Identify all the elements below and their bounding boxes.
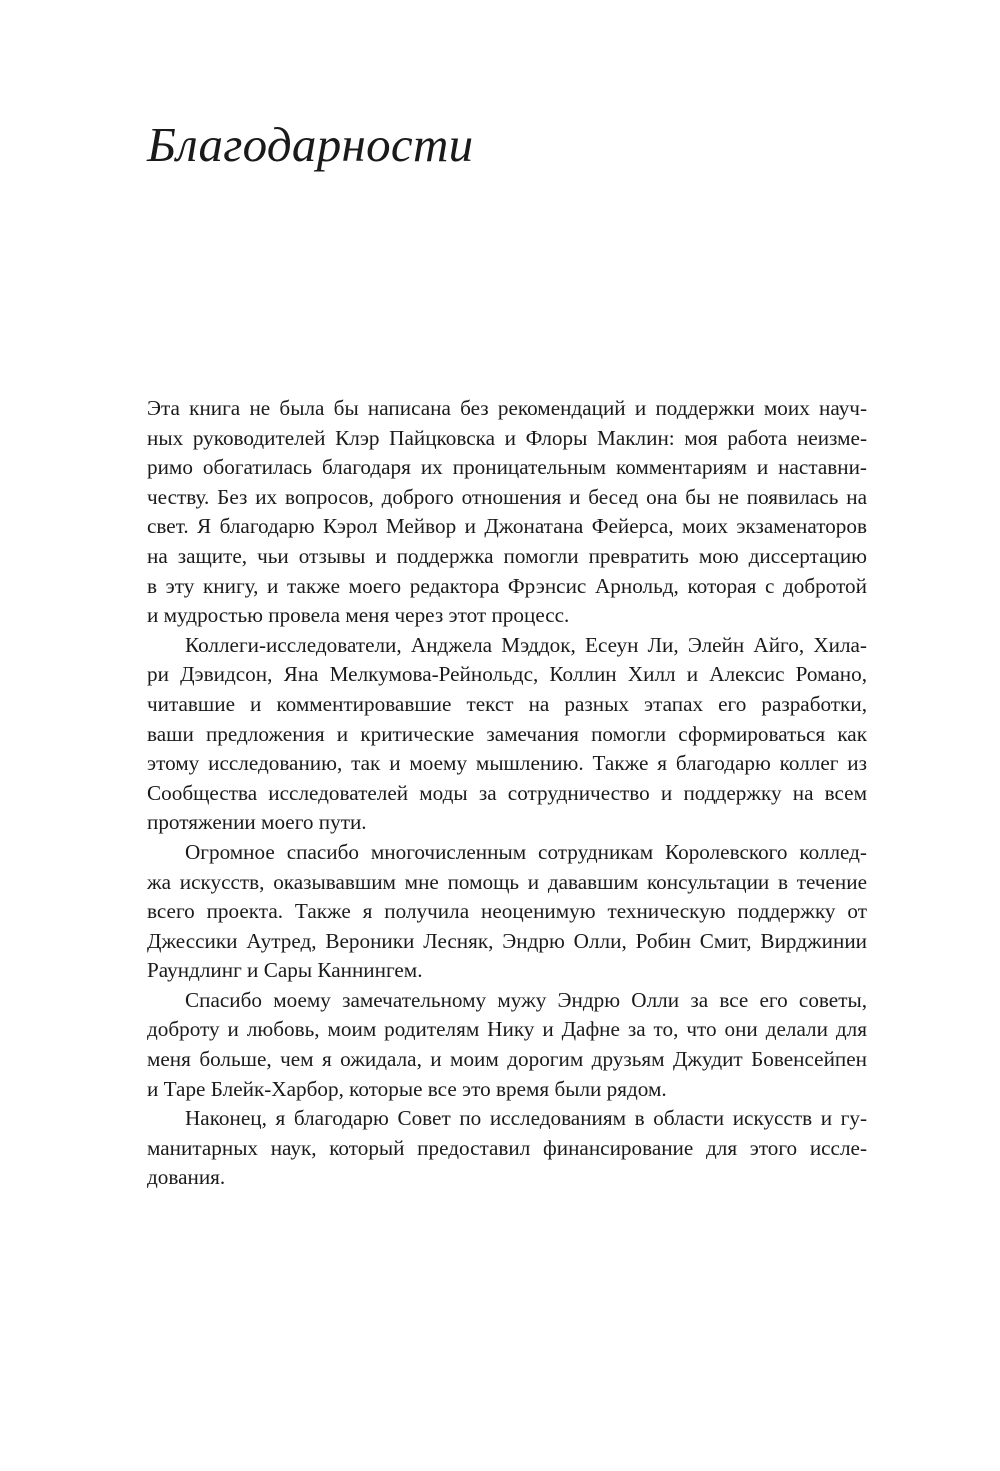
text-line: римо обогатилась благодаря их проницательным комментариям и наставни- (147, 455, 867, 480)
page-title: Благодарности (147, 117, 474, 172)
paragraph-5 (147, 1104, 867, 1193)
text-line: Коллеги-исследователи, Анджела Мэддок, Есеун Ли, Элейн Айго, Хила- (185, 632, 867, 657)
text-line: свет. Я благодарю Кэрол Мейвор и Джонатана Фейерса, моих экзаменаторов (147, 514, 867, 539)
text-line: ных руководителей Клэр Пайцковска и Флоры Маклин: моя работа неизме- (147, 425, 867, 450)
text-line: меня больше, чем я ожидала, и моим дорогим друзьям Джудит Бовенсейпен (147, 1047, 867, 1072)
text-line: протяжении моего пути. (147, 810, 367, 835)
text-line: ри Дэвидсон, Яна Мелкумова-Рейнольдс, Коллин Хилл и Алексис Романо, (147, 662, 867, 687)
text-line: жа искусств, оказывавшим мне помощь и дававшим консультации в течение (147, 869, 867, 894)
text-line: всего проекта. Также я получила неоценимую техническую поддержку от (147, 899, 867, 924)
text-line: Джессики Аутред, Вероники Лесняк, Эндрю Олли, Робин Смит, Вирджинии (147, 928, 867, 953)
text-line: Эта книга не была бы написана без рекомендаций и поддержки моих науч- (147, 396, 867, 420)
text-line: ваши предложения и критические замечания помогли сформироваться как (147, 721, 867, 746)
text-line: Наконец, я благодарю Совет по исследованиям в области искусств и гу- (185, 1106, 867, 1131)
paragraph-1 (147, 394, 867, 631)
text-line: доброту и любовь, моим родителям Нику и Дафне за то, что они делали для (147, 1017, 867, 1042)
acknowledgements-body (147, 394, 867, 1193)
text-line: этому исследованию, так и моему мышлению. Также я благодарю коллег из (147, 751, 867, 776)
paragraph-4 (147, 986, 867, 1104)
text-line: Огромное спасибо многочисленным сотрудникам Королевского коллед- (185, 839, 867, 864)
text-line: Раундлинг и Сары Каннингем. (147, 958, 423, 983)
text-line: дования. (147, 1165, 226, 1190)
text-line: Спасибо моему замечательному мужу Эндрю Олли за все его советы, (185, 987, 867, 1012)
text-line: манитарных наук, который предоставил финансирование для этого иссле- (147, 1135, 867, 1160)
text-line: и мудростью провела меня через этот процесс. (147, 603, 570, 628)
text-line: и Таре Блейк-Харбор, которые все это время были рядом. (147, 1076, 667, 1101)
paragraph-3 (147, 838, 867, 986)
paragraph-2 (147, 631, 867, 838)
text-line: читавшие и комментировавшие текст на разных этапах его разработки, (147, 691, 867, 716)
text-line: на защите, чьи отзывы и поддержка помогли превратить мою диссертацию (147, 543, 867, 568)
text-line: Сообщества исследователей моды за сотрудничество и поддержку на всем (147, 780, 867, 805)
text-line: честву. Без их вопросов, доброго отношения и бесед она бы не появилась на (147, 484, 867, 509)
text-line: в эту книгу, и также моего редактора Фрэнсис Арнольд, которая с добротой (147, 573, 867, 598)
